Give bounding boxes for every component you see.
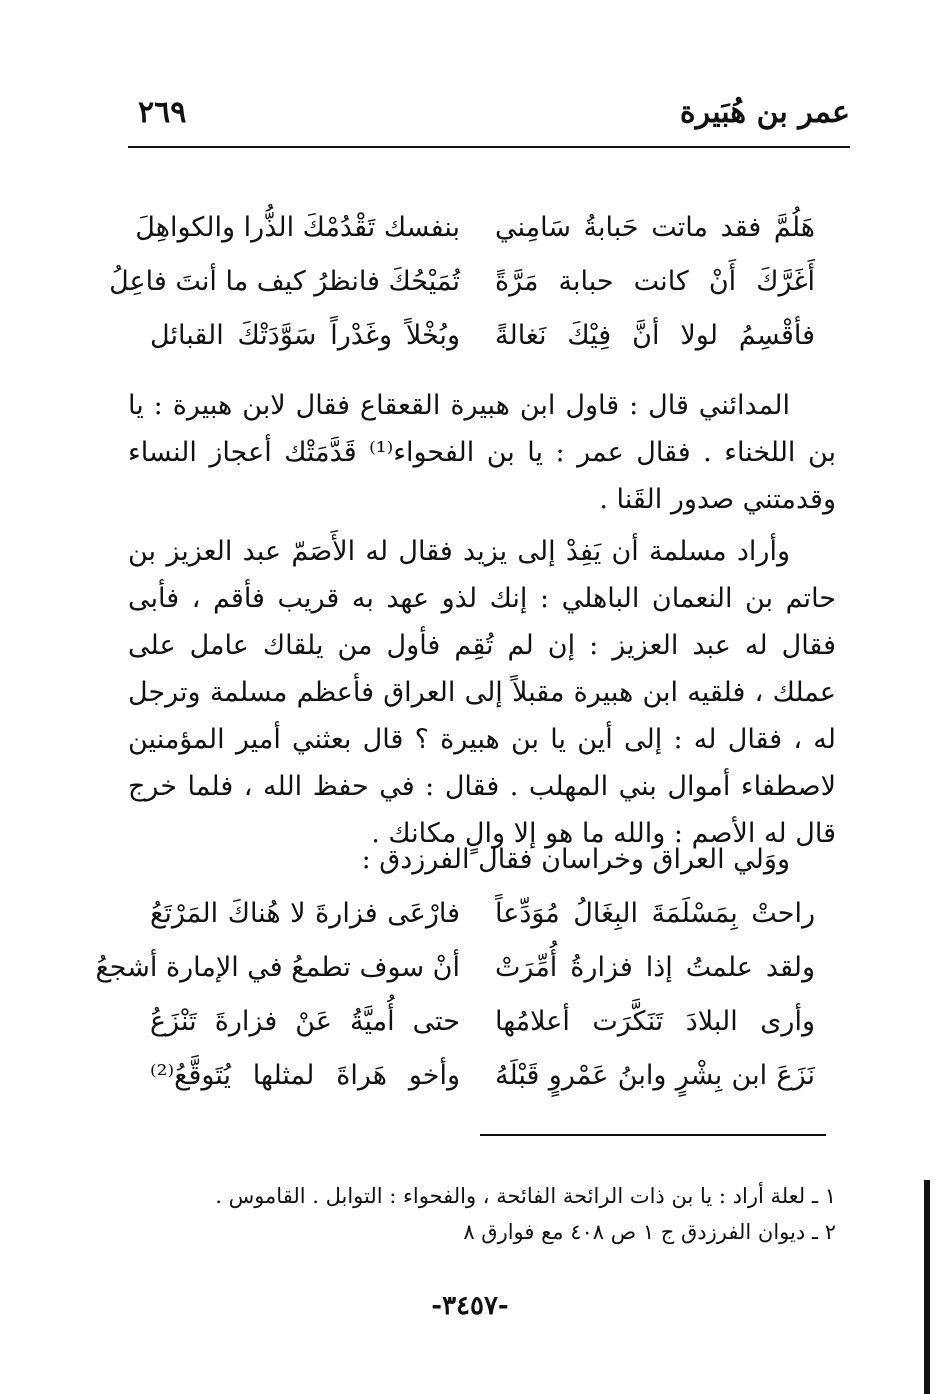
verse-second-hemistich: تُمَيْحُكَ فانظرُ كيف ما أنتَ فاعِلُ (109, 266, 460, 297)
poem-2 (95, 898, 815, 1114)
page-number-top: ٢٦٩ (138, 95, 187, 130)
footnote-rule (480, 1134, 826, 1136)
footnotes (160, 1178, 836, 1250)
verse-line (150, 1060, 815, 1114)
verse-second-hemistich: وأخو هَراةَ لمثلها يُتَوقَّعُ⁽²⁾ (150, 1060, 460, 1091)
running-title: عمر بن هُبَيرة (679, 95, 850, 130)
scan-edge-mark (924, 1180, 930, 1394)
verse-second-hemistich: حتى أُميَّةُ عَنْ فزارةَ تَنْزَعُ (150, 1006, 460, 1037)
verse-line (135, 212, 815, 266)
footnote-1: ١ ـ لعلة أراد : يا بن ذات الرائحة الفائحة ، والفحواء : التوابل . القاموس . (215, 1184, 836, 1208)
verse-line (150, 320, 815, 374)
paragraph-text: وأراد مسلمة أن يَفِدْ إلى يزيد فقال له الأَصَمّ عبد العزيز بن حاتم بن النعمان الباهلي : إنك لذو عهد به قريب فأقم ، فأبى فقال له عبد العزيز : إن لم تُقِم فأول من يلقاك عامل على عملك ، فلقيه ابن هبيرة مقبلاً إلى العراق فأعظم مسلمة وترجل له ، فقال له : إلى أين يا بن هبيرة ؟ قال بعثني أمير المؤمنين لاصطفاء أموال بني المهلب . فقال : في حفظ الله ، فلما خرج قال له الأصم : والله ما هو إلا والٍ مكانك . (128, 536, 836, 849)
verse-first-hemistich: أَغَرَّكَ أَنْ كانت حبابة مَرَّةً (495, 266, 815, 297)
header-rule (128, 146, 850, 148)
verse-first-hemistich: ولقد علمتُ إذا فزارةُ أُمِّرَتْ (495, 952, 815, 983)
verse-second-hemistich: بنفسك تَقْدُمْكَ الذُّرا والكواهِلَ (135, 212, 460, 243)
verse-line (109, 266, 815, 320)
verse-second-hemistich: أنْ سوف تطمعُ في الإمارة أشجعُ (95, 952, 460, 983)
verse-line (95, 952, 815, 1006)
verse-first-hemistich: وأرى البلادَ تَنَكَّرَت أعلامُها (495, 1006, 815, 1037)
page-number-bottom: -٣٤٥٧- (431, 1291, 509, 1321)
verse-first-hemistich: هَلُمَّ فقد ماتت حَبابةُ سَامِني (495, 212, 815, 243)
verse-second-hemistich: فارْعَى فزارةَ لا هُناكَ المَرْتَعُ (150, 898, 460, 929)
verse-line (150, 898, 815, 952)
page-header (128, 95, 850, 143)
verse-first-hemistich: نَزَعَ ابن بِشْرٍ وابنُ عَمْروٍ قَبْلَهُ (495, 1060, 815, 1091)
verse-second-hemistich: وبُخْلاً وغَدْراً سَوَّدَتْكَ القبائل (150, 320, 460, 351)
paragraph-text: ووَلي العراق وخراسان فقال الفرزدق : (361, 844, 790, 875)
verse-line (150, 1006, 815, 1060)
poem-1 (109, 212, 815, 374)
paragraph-maslama (128, 528, 836, 857)
paragraph-text: المدائني قال : قاول ابن هبيرة القعقاع فقال لابن هبيرة : يا بن اللخناء . فقال عمر : يا بن الفحواء⁽¹⁾ قَدَّمَتْك أعجاز النساء وقدمتني صدور القَنا . (128, 390, 837, 515)
verse-first-hemistich: فأقْسِمُ لولا أنَّ فِيْكَ نَغالةً (495, 320, 815, 351)
footnote-2: ٢ ـ ديوان الفرزدق ج ١ ص ٤٠٨ مع فوارق ٨ (463, 1220, 836, 1244)
verse-first-hemistich: راحتْ بِمَسْلَمَةَ البِغَالُ مُوَدِّعاً (495, 898, 815, 929)
paragraph-qawal (128, 382, 836, 523)
paragraph-farazdaq-intro (128, 836, 836, 883)
